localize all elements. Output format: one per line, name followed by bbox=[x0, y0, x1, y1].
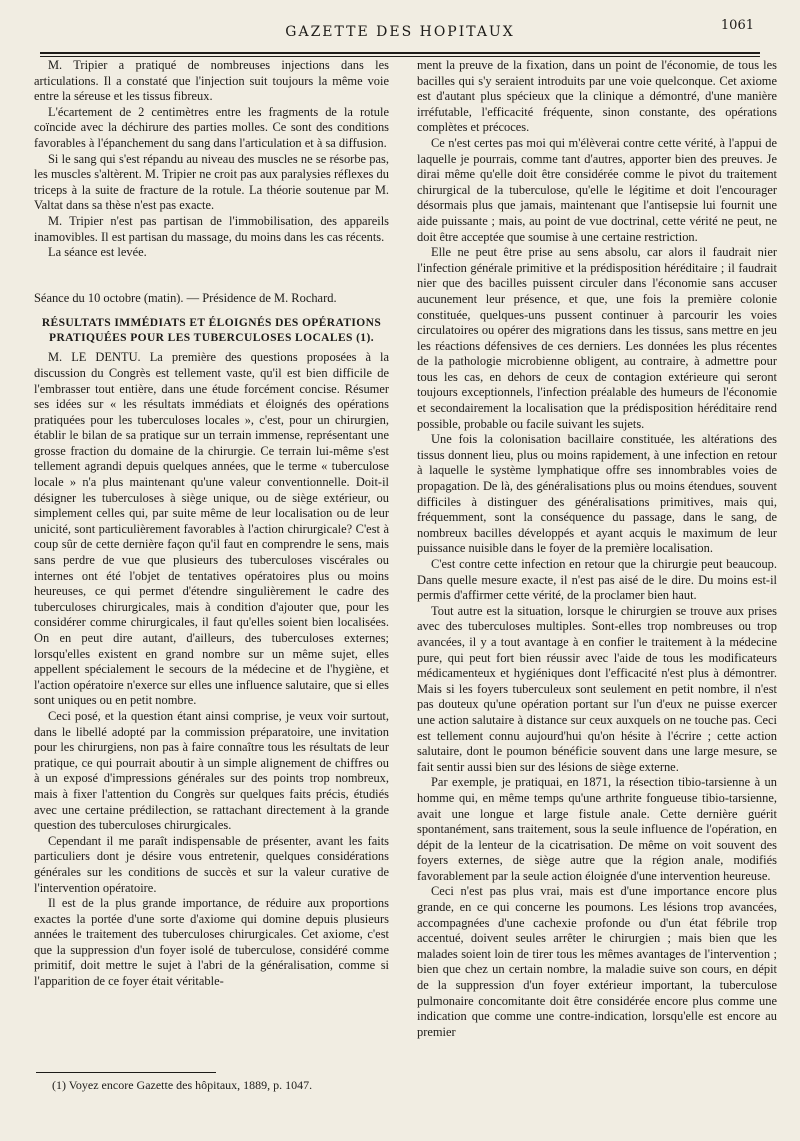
footnote-rule bbox=[36, 1072, 216, 1073]
paragraph: Par exemple, je pratiquai, en 1871, la résection tibio-tarsienne à un homme qui, en même temps qu'une arthrite fongueuse tibio-tarsienne, avait une longue et large fistule anale. Cette dernière guérit spontanément, sans traitement, sous la seule influence de l'opération, en dépit de la lenteur de la cicatrisation. De même on voit souvent des foyers externes, de siège autre que la région anale, modifiés favorablement par la seule action éloignée d'une intervention heureuse. bbox=[417, 775, 777, 883]
spacer bbox=[34, 261, 389, 283]
paragraph: Elle ne peut être prise au sens absolu, car alors il faudrait nier l'infection générale primitive et la prédisposition héréditaire ; il faudrait nier que des bacilles puissent circuler dans l'économie sans accuser aucunement leur présence, et que, une fois la première colonie constituée, quelques-uns pussent continuer à parcourir les voies circulatoires ou opérer des migrations dans les tissus, sans mettre en jeu les réactions défensives de ces derniers. Les données les plus récentes de la pathologie microbienne obligent, au contraire, à admettre pour tous les cas, en dehors de ceux de contagion extérieure qui seront toujours exceptionnels, l'infection préalable des humeurs de l'économie et secondairement la localisation que la prédisposition héréditaire rend possible, probable ou facile suivant les sujets. bbox=[417, 245, 777, 431]
running-title: GAZETTE DES HOPITAUX bbox=[285, 24, 515, 40]
section-heading: RÉSULTATS IMMÉDIATS ET ÉLOIGNÉS DES OPÉRATIONS PRATIQUÉES POUR LES TUBERCULOSES LOCALES (1). bbox=[41, 317, 382, 345]
paragraph: Ce n'est certes pas moi qui m'élèverai contre cette vérité, à l'appui de laquelle je pourrais, comme tant d'autres, apporter bien des preuves. Je dirai même qu'elle doit être considérée comme le pivot du traitement chirurgical de la tuberculose, qu'elle le légitime et doit l'encourager désormais plus que jamais, maintenant que l'antisepsie lui fournit une aide puissante ; mais, au point de vue doctrinal, cette vérité ne peut, ne doit être acceptée que soumise à une certaine restriction. bbox=[417, 135, 777, 244]
paragraph: M. Tripier a pratiqué de nombreuses injections dans les articulations. Il a constaté que l'injection suit toujours la même voie entre la séreuse et les tissus fibreux. bbox=[34, 58, 389, 104]
paragraph bbox=[34, 350, 389, 709]
paragraph: Ceci n'est pas plus vrai, mais est d'une importance encore plus grande, en ce qui concerne les poumons. Les lésions trop avancées, accompagnées d'une cachexie profonde ou d'un état fébrile trop accentué, doivent seules arrêter le chirurgien ; mais bien que les malades soient loin de tirer tous les mêmes avantages de l'intervention ; bien que chez un certain nombre, la maladie suive son cours, en dépit de la suppression d'un foyer extérieur important, la tuberculose pulmonaire concomitante doit être considérée encore plus comme une indication que comme une contre-indication, lorsqu'elle est encore au premier bbox=[417, 884, 777, 1039]
paragraph-text: La première des questions proposées à la discussion du Congrès est tellement vaste, qu'il est bien difficile de l'embrasser tout entière, dans une étude forcément concise. Résumer ses idées sur « les résultats immédiats et éloignés des opérations pratiquées pour les tuberculoses locales », c'est, pour un chirurgien, établir le bilan de sa pratique sur un terrain immense, représentant une grosse fraction du domaine de la chirurgie. Ce terrain lui-même s'est tellement agrandi depuis quelques années, que le terme « tuberculose locale » n'a plus maintenant qu'une valeur conventionnelle. Doit-il désigner les tuberculoses à siège unique, ou de siège extérieur, ou simplement celles qui, par suite même de leur localisation ou de leur unicité, sont particulièrement favorables à l'action chirurgicale? C'est à coup sûr de cette dernière façon qu'il faut en comprendre le sens, mais sans perdre de vue que plusieurs des tuberculoses viscérales ou internes ont été l'objet de tentatives opératoires plus ou moins heureuses, ce qui permet d'étendre singulièrement le cadre des tuberculoses chirurgicales, mais à condition d'ajouter que, pour les considérer comme chirurgicales, il faut qu'elles soient bien localisées. On en peut dire autant, d'ailleurs, des tuberculoses externes; lorsqu'elles existent en grand nombre sur un même sujet, elles appellent spécialement le secours de la médecine et de l'hygiène, et l'action opératoire n'exerce sur elles une influence salutaire, que si elles sont uniques ou en petit nombre. bbox=[34, 350, 389, 708]
paragraph: La séance est levée. bbox=[48, 245, 147, 260]
paragraph: Ceci posé, et la question étant ainsi comprise, je veux voir surtout, dans le libellé adopté par la commission préparatoire, une invitation pour les chirurgiens, non pas à faire connaître tous les résultats de leur pratique, ce qui pourrait aboutir à un simple alignement de chiffres ou à un exposé d'impressions générales sur des points trop nombreux, mais à fixer l'attention du Congrès sur quelques faits précis, étudiés avec une certaine prédilection, se rattachant directement à la grande question des tuberculoses chirurgicales. bbox=[34, 708, 389, 833]
footnote: (1) Voyez encore Gazette des hôpitaux, 1889, p. 1047. bbox=[52, 1078, 313, 1092]
speaker-name: M. LE DENTU. bbox=[48, 350, 141, 365]
page-number: 1061 bbox=[720, 18, 754, 33]
page-header bbox=[40, 10, 760, 44]
header-rule bbox=[40, 52, 760, 54]
paragraph: C'est contre cette infection en retour que la chirurgie peut beaucoup. Dans quelle mesure exacte, il n'est pas aisé de le dire. Du moins est-il permis d'affirmer cette vérité, de la proclamer bien haut. bbox=[417, 557, 777, 603]
paragraph: L'écartement de 2 centimètres entre les fragments de la rotule coïncide avec la déchirure des parties molles. Ce sont des conditions favorables à l'épanchement du sang dans l'articulation et à sa diffusion. bbox=[34, 104, 389, 150]
paragraph: ment la preuve de la fixation, dans un point de l'économie, de tous les bacilles qui s'y seraient introduits par une voie quelconque. Cet axiome est d'autant plus spécieux que la clinique a démontré, d'une manière irréfutable, l'efficacité fréquente, sinon constante, des opérations complètes et précoces. bbox=[417, 58, 777, 135]
paragraph: Tout autre est la situation, lorsque le chirurgien se trouve aux prises avec des tuberculoses multiples. Sont-elles trop nombreuses ou trop avancées, il y a tout avantage à en confier le traitement à la médecine pure, qui peut fort bien réussir avec l'aide de tous les modificateurs médicamenteux et hygiéniques dont l'efficacité n'est plus à démontrer. Mais si les foyers tuberculeux sont seulement en petit nombre, il n'est pas douteux qu'une opération portant sur l'un d'eux ne puisse exercer une action salutaire à distance sur ceux auxquels on ne touche pas. Ceci est tellement connu aujourd'hui qu'on hésite à l'écrire ; cette action salutaire, dont le poumon bénéficie souvent dans une large mesure, se fait sentir aussi bien sur des lésions de siège externe. bbox=[417, 603, 777, 774]
paragraph: Cependant il me paraît indispensable de présenter, avant les faits particuliers dont je désire vous entretenir, quelques considérations générales sur les conditions de succès et sur la valeur curative de l'intervention opératoire. bbox=[34, 833, 389, 895]
header-rule-thin bbox=[40, 56, 760, 57]
session-line: Séance du 10 octobre (matin). — Présidence de M. Rochard. bbox=[34, 290, 337, 305]
paragraph: Une fois la colonisation bacillaire constituée, les altérations des tissus donnent lieu, plus ou moins rapidement, à une infection en retour à laquelle le système lymphatique offre ses innombrables voies de propagation. De là, des généralisations plus ou moins étendues, souvent difficiles à distinguer des généralisations primitives, mais qui, fréquemment, sont la conséquence du passage, dans le sang, de nombreux bacilles développés et ayant acquis le maximum de leur puissance nuisible dans le foyer de la première localisation. bbox=[417, 432, 777, 556]
right-column bbox=[417, 58, 777, 1040]
paragraph: Si le sang qui s'est répandu au niveau des muscles ne se résorbe pas, les muscles s'altèrent. M. Tripier ne croit pas aux paralysies réflexes du triceps à la suite de fracture de la rotule. La théorie soutenue par M. Valtat dans sa thèse n'est pas exacte. bbox=[34, 151, 389, 213]
left-column bbox=[34, 58, 389, 990]
paragraph: Il est de la plus grande importance, de réduire aux proportions exactes la portée d'une sorte d'axiome qui domine depuis plusieurs années le traitement des tuberculoses chirurgicales. Cet axiome, c'est que la suppression d'un foyer isolé de tuberculose, considéré comme primitif, doit mettre le sujet à l'abri de la généralisation, comme si l'apparition de ce foyer était véritable- bbox=[34, 896, 389, 989]
paragraph: M. Tripier n'est pas partisan de l'immobilisation, des appareils inamovibles. Il est partisan du massage, du moins dans les cas récents. bbox=[34, 213, 389, 244]
